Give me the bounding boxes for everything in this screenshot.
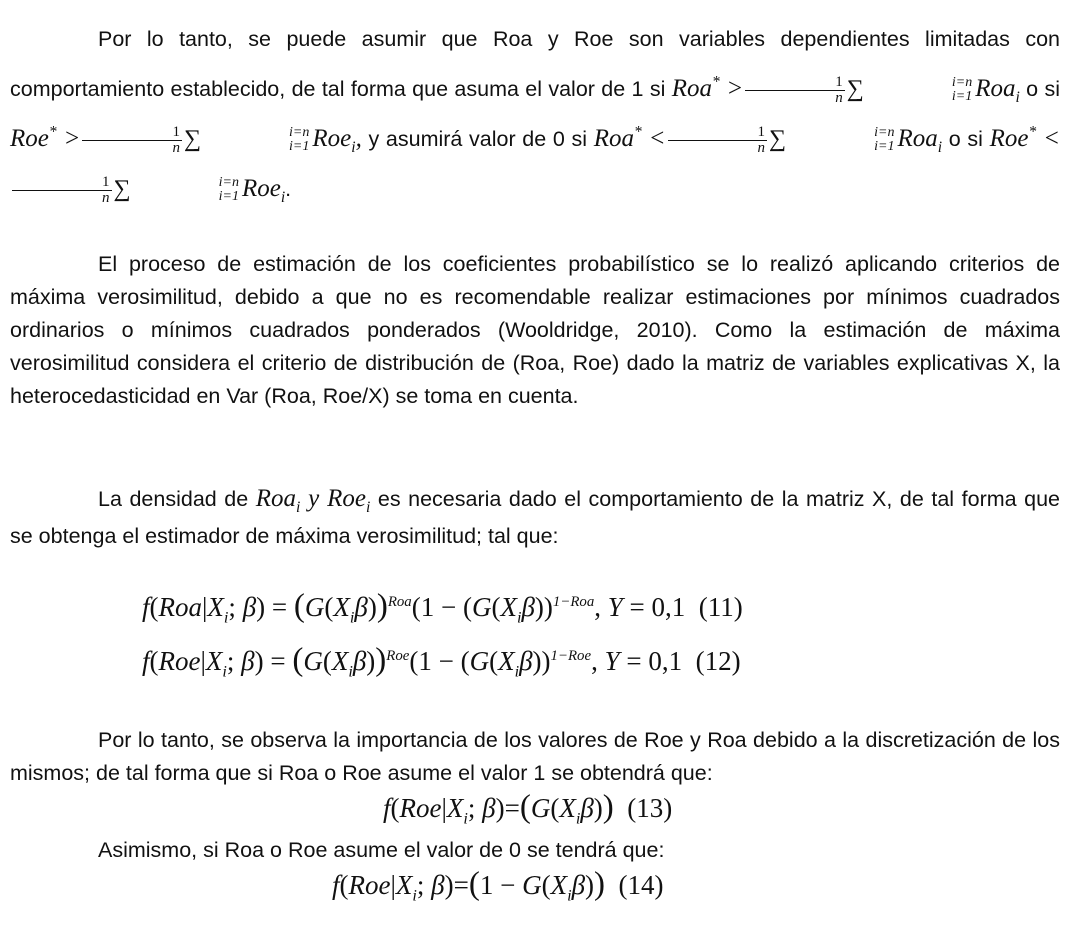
- paragraph-1-text-a: Por lo tanto, se puede asumir que Roa y Roe son variables dependientes limitadas con comportamiento establecido, de tal forma que asuma el valor de 1 si: [10, 27, 1060, 101]
- paragraph-4-text: Por lo tanto, se observa la importancia de los valores de Roe y Roa debido a la discretización de los mismos; de tal forma que si Roa o Roe asume el valor 1 se obtendrá que:: [10, 728, 1060, 785]
- paragraph-1-text-b: o si: [1026, 77, 1060, 101]
- equation-13: $f(Roe|X_i$; $\beta)=(G(X_i\beta))$ (13): [383, 789, 673, 828]
- equation-12: $f(Roe|X_i$; $\beta) = (G(X_i\beta))^{Roe}(1 - (G(X_i\beta))^{1-Roe}$, Y = 0,1 (12): [142, 642, 741, 681]
- paragraph-2: [10, 248, 1060, 413]
- inline-math-roa-less: Roa* < $\frac{1}{n}$ ∑ i=n i=1 Roa$_i$: [593, 123, 943, 156]
- paragraph-4: [10, 724, 1060, 790]
- paragraph-5-text: Asimismo, si Roa o Roe asume el valor de 0 se tendrá que:: [98, 838, 665, 862]
- inline-math-roa-y-roe: Roa$_i$ y Roe$_i$: [255, 485, 371, 516]
- paragraph-1-text-c: y asumirá valor de 0 si: [368, 127, 588, 151]
- equation-11: $f(Roa|X_i$; $\beta) = (G(X_i\beta))^{Roa}(1 - (G(X_i\beta))^{1-Roa}$, Y = 0,1 (11): [142, 588, 743, 627]
- paragraph-3: [10, 480, 1060, 555]
- inline-math-roe-less: Roe* < $\frac{1}{n}$ ∑ i=n i=1 Roe$_i$: [10, 125, 1060, 202]
- paragraph-1-text-d: o si: [948, 127, 983, 151]
- equation-14: $f(Roe|X_i$; $\beta)=(1 - G(X_i\beta))$ (14): [332, 866, 664, 905]
- paragraph-5: [98, 838, 664, 863]
- paragraph-1: [10, 14, 1060, 214]
- paragraph-3-text-a: La densidad de: [98, 487, 249, 511]
- inline-math-roa-greater: Roa* > $\frac{1}{n}$ ∑ i=n i=1 Roa$_i$: [671, 73, 1020, 106]
- inline-math-roe-greater: Roe* > $\frac{1}{n}$ ∑ i=n i=1 Roe$_i$,: [10, 123, 362, 156]
- equation-14-label: (14): [618, 870, 664, 900]
- equation-12-label: (12): [695, 646, 741, 676]
- paragraph-1-text-e: .: [285, 177, 292, 201]
- paragraph-3-text-b: es necesaria dado el comportamiento de la matriz X, de tal forma que se obtenga el estimador de máxima verosimilitud; tal que:: [10, 487, 1061, 548]
- equation-13-label: (13): [627, 793, 673, 823]
- equation-11-label: (11): [698, 592, 743, 622]
- paragraph-2-text: El proceso de estimación de los coeficientes probabilístico se lo realizó aplicando criterios de máxima verosimilitud, debido a que no es recomendable realizar estimaciones por mínimos cuadrados ordinarios o mínimos cuadrados ponderados (Wooldridge, 2010). Como la estimación de máxima verosimilitud considera el criterio de distribución de (Roa, Roe) dado la matriz de variables explicativas X, la heterocedasticidad en Var (Roa, Roe/X) se toma en cuenta.: [10, 252, 1060, 408]
